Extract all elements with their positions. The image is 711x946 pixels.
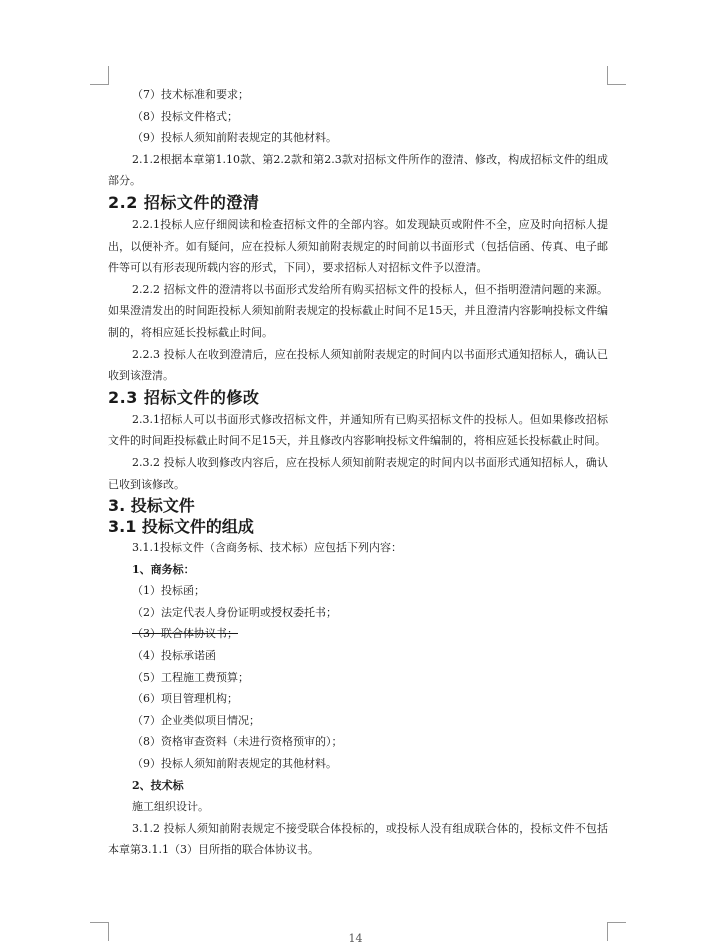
paragraph: （2）法定代表人身份证明或授权委托书； bbox=[132, 605, 337, 619]
paragraph: 2.3.1招标人可以书面形式修改招标文件，并通知所有已购买招标文件的投标人。但如果修改招标文件的时间距投标截止时间不足15天，并且修改内容影响投标文件编制的，将相应延长投标截止时间。 bbox=[108, 412, 608, 448]
paragraph: （7）技术标准和要求； bbox=[132, 88, 249, 101]
section-heading: 2.3 招标文件的修改 bbox=[108, 387, 260, 407]
paragraph: （9）投标人须知前附表规定的其他材料。 bbox=[132, 131, 337, 145]
paragraph: 2.2.1投标人应仔细阅读和检查招标文件的全部内容。如发现缺页或附件不全，应及时向招标人提出，以便补齐。如有疑问，应在投标人须知前附表规定的时间前以书面形式（包括信函、传真、电子邮件等可以有形表现所载内容的形式，下同），要求招标人对招标文件予以澄清。 bbox=[108, 217, 608, 275]
paragraph: 2、技术标 bbox=[132, 778, 184, 792]
paragraph: （1）投标函； bbox=[132, 584, 205, 598]
paragraph: （8）投标文件格式； bbox=[132, 109, 238, 123]
paragraph: 2.1.2根据本章第1.10款、第2.2款和第2.3款对招标文件所作的澄清、修改，构成招标文件的组成部分。 bbox=[108, 152, 608, 188]
paragraph: 3.1.2 投标人须知前附表规定不接受联合体投标的，或投标人没有组成联合体的，投标文件不包括本章第3.1.1（3）目所指的联合体协议书。 bbox=[108, 821, 608, 857]
paragraph: 2.3.2 投标人收到修改内容后，应在投标人须知前附表规定的时间内以书面形式通知招标人，确认已收到该修改。 bbox=[108, 455, 608, 491]
crop-mark-top-left bbox=[90, 66, 109, 85]
paragraph: （8）资格审查资料（未进行资格预审的）； bbox=[132, 735, 343, 749]
paragraph: （6）项目管理机构； bbox=[132, 692, 238, 706]
crop-mark-top-right bbox=[607, 66, 626, 85]
paragraph: （4）投标承诺函 bbox=[132, 649, 216, 663]
paragraph: （3）联合体协议书； bbox=[132, 627, 238, 641]
paragraph: （5）工程施工费预算； bbox=[132, 670, 249, 684]
paragraph: 3.1.1投标文件（含商务标、技术标）应包括下列内容： bbox=[132, 541, 402, 555]
page-number: 14 bbox=[348, 932, 363, 945]
paragraph: 施工组织设计。 bbox=[132, 800, 209, 814]
page-body bbox=[108, 84, 608, 861]
section-heading: 2.2 招标文件的澄清 bbox=[108, 192, 260, 212]
paragraph: （9）投标人须知前附表规定的其他材料。 bbox=[132, 757, 337, 771]
chapter-heading: 3. 投标文件 bbox=[108, 496, 195, 516]
paragraph: 1、商务标： bbox=[132, 562, 195, 576]
chapter-heading: 3.1 投标文件的组成 bbox=[108, 517, 254, 537]
paragraph: 2.2.2 招标文件的澄清将以书面形式发给所有购买招标文件的投标人，但不指明澄清问题的来源。如果澄清发出的时间距投标人须知前附表规定的投标截止时间不足15天，并且澄清内容影响投标文件编制的，将相应延长投标截止时间。 bbox=[108, 282, 608, 339]
paragraph: （7）企业类似项目情况； bbox=[132, 713, 260, 727]
paragraph: 2.2.3 投标人在收到澄清后，应在投标人须知前附表规定的时间内以书面形式通知招标人，确认已收到该澄清。 bbox=[108, 347, 608, 383]
